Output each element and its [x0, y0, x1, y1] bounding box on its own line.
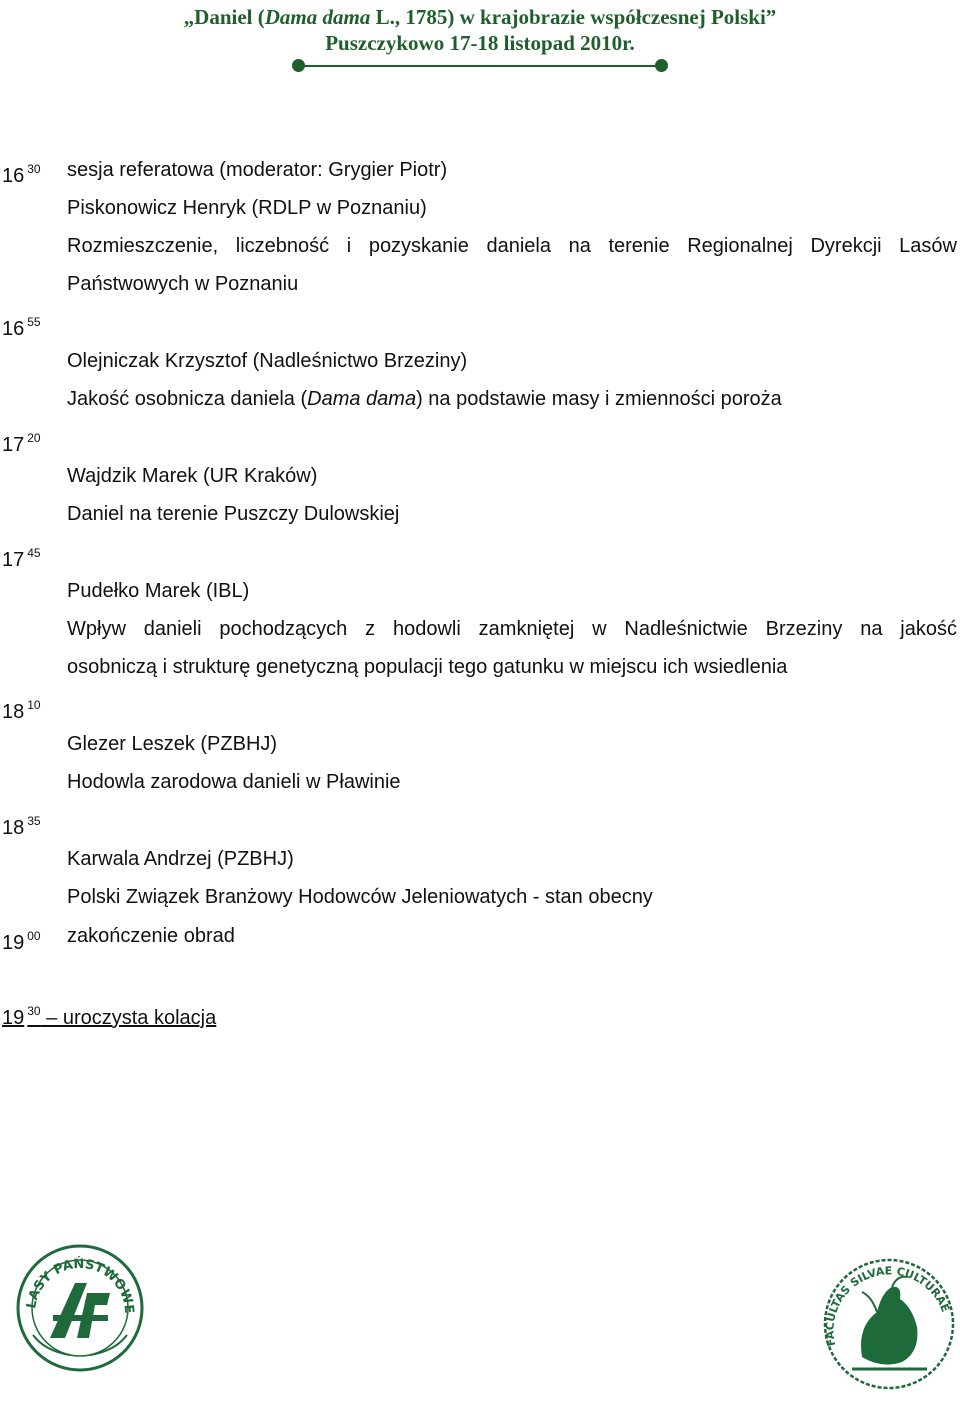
time-1810: 18 $^{10}$: [2, 698, 41, 723]
time-1900: 19 $^{00}$: [2, 929, 41, 954]
divider-dot-right: [655, 59, 668, 72]
time-1745: 17 $^{45}$: [2, 546, 41, 571]
talk-2-author: Olejniczak Krzysztof (Nadleśnictwo Brzeziny): [67, 350, 468, 372]
lasy-panstwowe-logo: [15, 1243, 145, 1373]
talk-1-author: Piskonowicz Henryk (RDLP w Poznaniu): [67, 197, 427, 219]
talk-2-title: Jakość osobnicza daniela (Dama dama) na podstawie masy i zmienności poroża: [67, 388, 782, 410]
time-1655: 16 $^{55}$: [2, 315, 41, 340]
lasy-logo-text: LASY PAŃSTWOWE: [24, 1256, 137, 1315]
header-divider: [296, 65, 662, 67]
talk-3-title: Daniel na terenie Puszczy Dulowskiej: [67, 503, 400, 525]
talk-6-author: Karwala Andrzej (PZBHJ): [67, 848, 294, 870]
talk-4-title-cont: osobniczą i strukturę genetyczną populacji tego gatunku w miejscu ich wsiedlenia: [67, 656, 788, 678]
facultas-silvae-logo: [822, 1257, 957, 1392]
talk-5-title: Hodowla zarodowa danieli w Pławinie: [67, 771, 401, 793]
talk-6-title: Polski Związek Branżowy Hodowców Jeleniowatych - stan obecny: [67, 886, 653, 908]
header-subtitle: Puszczykowo 17-18 listopad 2010r.: [325, 31, 635, 55]
talk-3-author: Wajdzik Marek (UR Kraków): [67, 465, 318, 487]
session-heading: sesja referatowa (moderator: Grygier Piotr): [67, 159, 448, 181]
header-title: „Daniel (Dama dama L., 1785) w krajobrazie współczesnej Polski”: [183, 5, 777, 29]
facultas-logo-text: FACULTAS SILVAE CULTURAE: [823, 1264, 953, 1348]
time-1630: 16 $^{30}$: [2, 162, 41, 187]
time-1720: 17 $^{20}$: [2, 431, 41, 456]
talk-4-author: Pudełko Marek (IBL): [67, 580, 250, 602]
talk-4-title: Wpływ danieli pochodzących z hodowli zamkniętej w Nadleśnictwie Brzeziny na jakość: [67, 618, 957, 640]
closing-text: zakończenie obrad: [67, 925, 235, 947]
talk-1-title-cont: Państwowych w Poznaniu: [67, 273, 299, 295]
talk-5-author: Glezer Leszek (PZBHJ): [67, 733, 278, 755]
dinner-line: 19 $^{30}$ – uroczysta kolacja: [2, 1004, 217, 1029]
time-1835: 18 $^{35}$: [2, 814, 41, 839]
divider-dot-left: [292, 59, 305, 72]
talk-1-title: Rozmieszczenie, liczebność i pozyskanie daniela na terenie Regionalnej Dyrekcji Lasów: [67, 235, 957, 257]
